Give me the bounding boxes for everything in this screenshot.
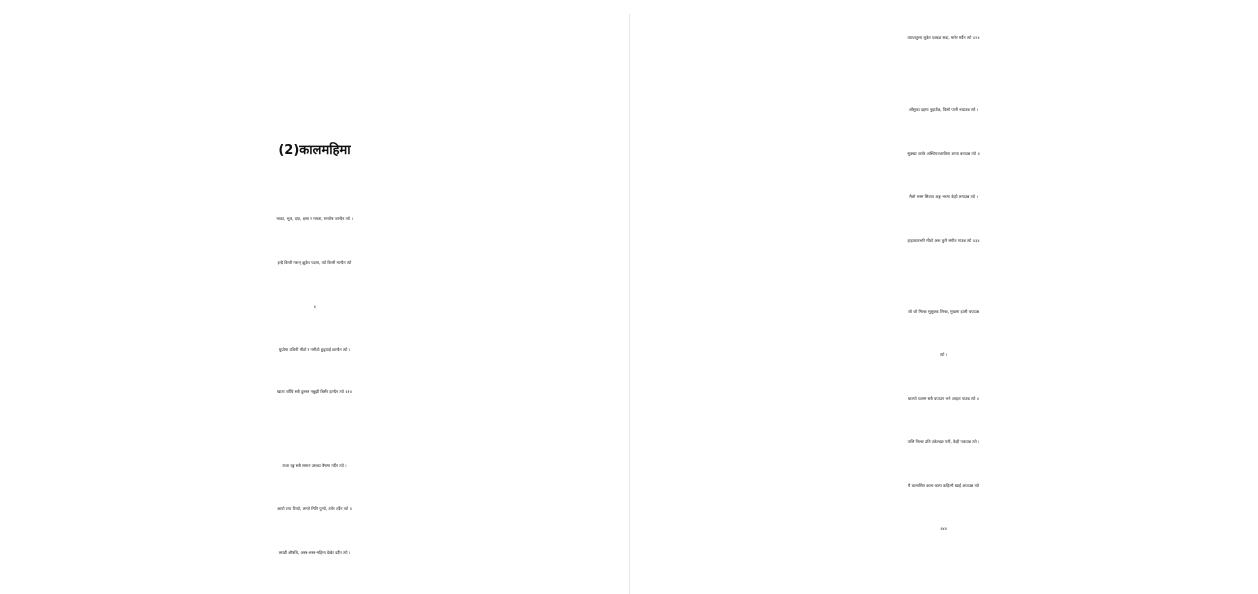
verse-line: भाका, भूल, दया, क्षमा र ममता, सन्तोष जान्दैन त्यो । — [276, 216, 353, 221]
verse-line: हाहाकारभरि मीठो अरू कुनै संगीत गाउन्न त्यो ॥३॥ — [907, 238, 980, 243]
verse-line: थुप्रोमा उधिनी मीठो र नमीठो छुट्टयाई छान्दैन त्यो । — [278, 347, 351, 352]
verse-line: जत्ति निल्छ उति उकेल्दछ पनी, केही पचाउन्न त्यो । — [907, 439, 980, 444]
poem-title: (2)कालमहिमा — [278, 143, 351, 158]
verse-line: सुक्खा जर्जर अस्थिपञ्जरविना शय्या बनाउन्न त्यो ॥ — [907, 151, 980, 156]
verse-line: आयो टप्प टिप्यो, लग्यो मिति पुग्यो, टारेर टर्दैन त्यो ॥ — [277, 506, 352, 511]
verse-line: त्यो । — [939, 352, 948, 357]
verse-line: राजा रङ्क सबै समान उसका वैषम्य गर्दैन त्यो । — [282, 463, 347, 468]
verse-line: खाता जाँचि सबै दुरुस्त नबुझी बिर्सेर हान्दैन त्यो ॥१॥ — [276, 389, 353, 394]
verse-line: व्याधातुल्य लुकेर चल्दछ सदा, मारेर मर्दैन त्यो ॥२॥ — [907, 35, 980, 40]
stars-divider — [0, 44, 629, 64]
verse-line: लाखौं औषधि, अस्त्र-शस्त्र-महिमा देखेर डर्दैन त्यो । — [278, 550, 351, 555]
verse-line: थाल्यो च्वाम्म सबै चपाउन भने आहार पाउन्न त्यो ॥ — [907, 396, 980, 401]
verse-line: इन्द्रै बिन्ती गरून् झुकेर पदमा, त्यो बिन्ती मान्दैन त्यो — [277, 260, 352, 265]
verse-line: आँसुका दहमा नुहाउँछ, चिसो पानी रुचाउन्न त्यो । — [908, 107, 979, 112]
verse-line: मैलो भस्म सिवाय अङ्ग भरमा केही लगाउन्न त्यो । — [909, 194, 978, 199]
verse-line: ॥ — [313, 304, 316, 309]
verse-line: यै चालासित कल्प-कल्प कहिल्यै खाई अघाउन्न त्यो — [908, 483, 979, 488]
right-page — [629, 0, 1258, 594]
verse-line: जो जो मिल्छ सुलुक्क लिन्छ, मुखमा हाली चपाउन्न — [907, 309, 980, 314]
verse-line: ॥४॥ — [940, 526, 947, 531]
